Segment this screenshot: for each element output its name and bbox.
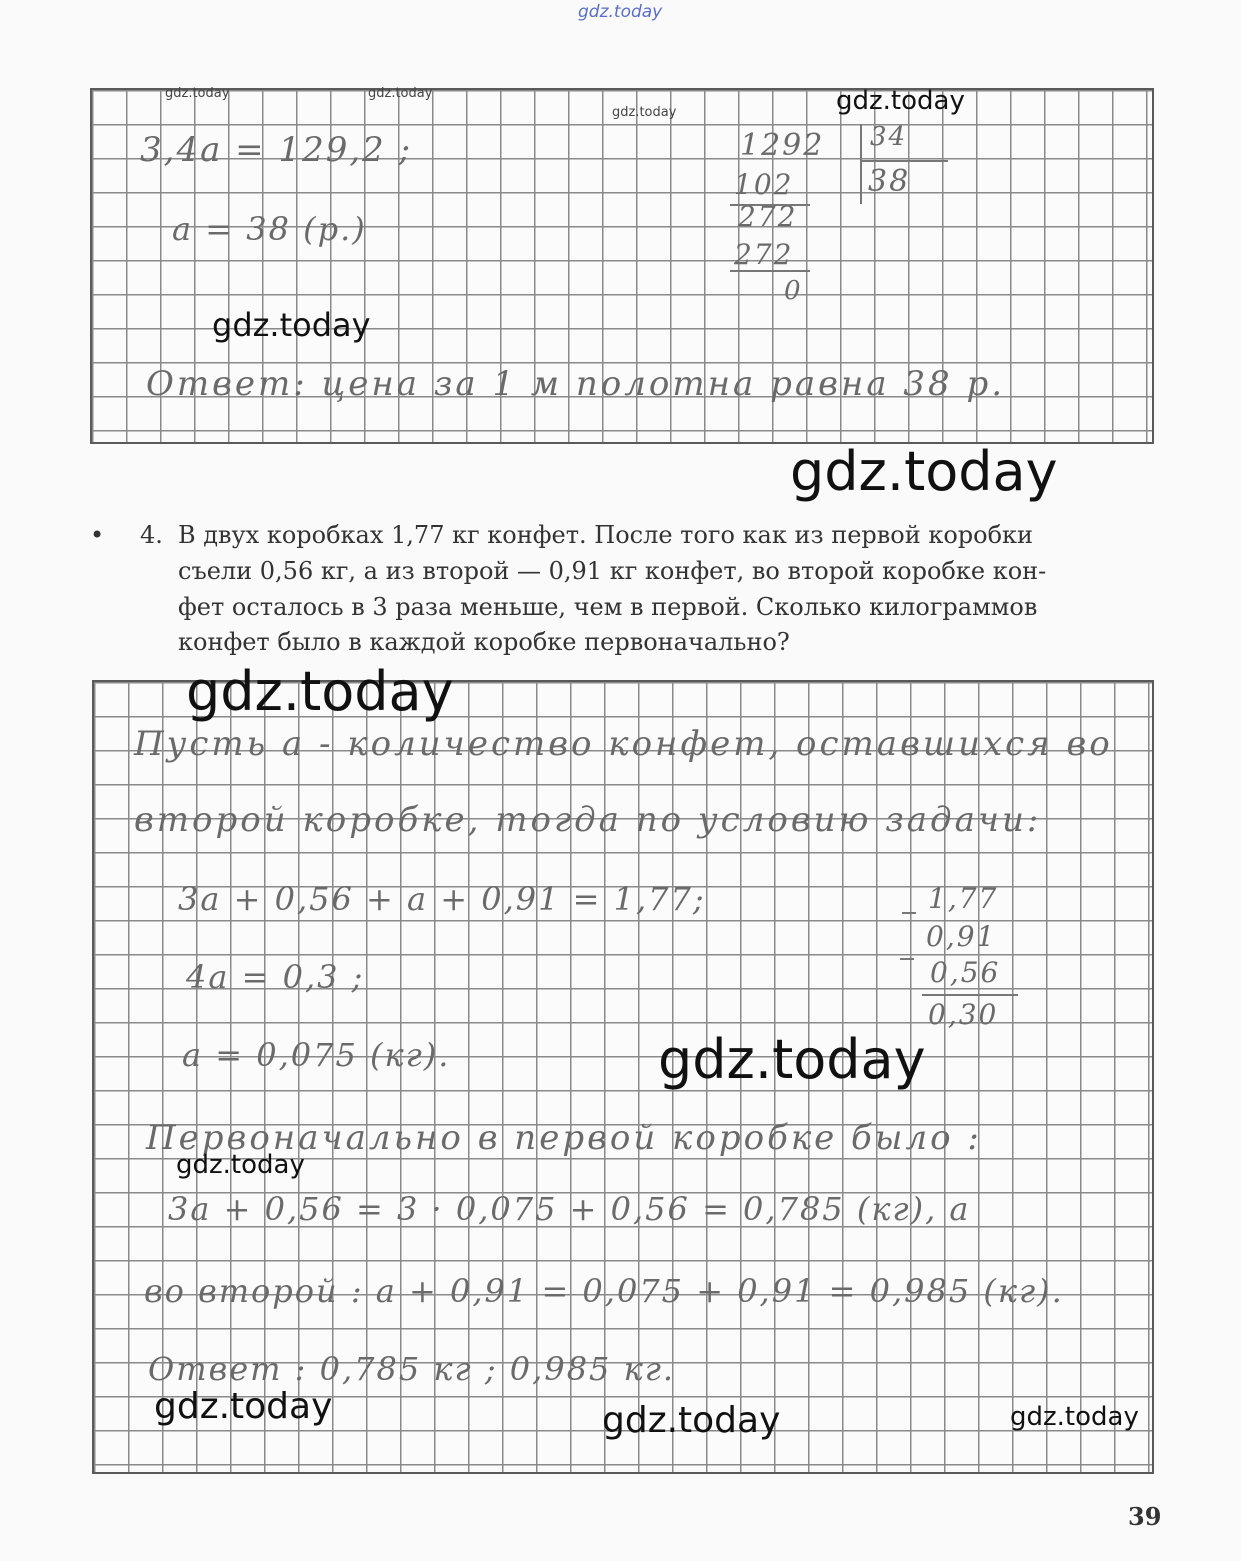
equation-line: a = 0,075 (кг). xyxy=(182,1036,451,1074)
problem-text-line: конфет было в каждой коробке первоначально? xyxy=(178,628,790,656)
division-bar xyxy=(860,124,862,204)
answer-line: Ответ : 0,785 кг ; 0,985 кг. xyxy=(148,1350,676,1388)
watermark: gdz.today xyxy=(602,1400,781,1441)
subtraction-value: 0,91 xyxy=(926,920,997,953)
division-bar xyxy=(860,160,948,162)
problem-text-line: съели 0,56 кг, а из второй — 0,91 кг конфет, во второй коробке кон- xyxy=(178,557,1047,585)
equation-line: 3,4a = 129,2 ; xyxy=(140,130,413,170)
subtraction-value: 0,30 xyxy=(928,998,999,1031)
division-remainder: 0 xyxy=(784,276,803,306)
problem-text-line: В двух коробках 1,77 кг конфет. После того как из первой коробки xyxy=(178,521,1034,549)
division-bar xyxy=(730,270,810,272)
equation-line: 3a + 0,56 + a + 0,91 = 1,77; xyxy=(178,880,706,918)
division-dividend: 1292 xyxy=(740,128,825,163)
subtraction-bar xyxy=(900,958,914,960)
watermark: gdz.today xyxy=(612,105,677,120)
solution-text-line: Пусть a - количество конфет, оставшихся во xyxy=(134,724,1113,764)
watermark: gdz.today xyxy=(658,1028,926,1091)
subtraction-value: 1,77 xyxy=(928,882,999,915)
watermark: gdz.today xyxy=(154,1386,333,1427)
equation-line: 3a + 0,56 = 3 · 0,075 + 0,56 = 0,785 (кг), а xyxy=(168,1190,971,1228)
subtraction-value: 0,56 xyxy=(930,956,1001,989)
watermark: gdz.today xyxy=(165,86,230,101)
watermark: gdz.today xyxy=(836,86,965,116)
equation-line: a = 38 (р.) xyxy=(172,210,367,248)
division-bar xyxy=(730,204,810,206)
subtraction-bar xyxy=(922,994,1018,996)
equation-line: 4a = 0,3 ; xyxy=(186,958,365,996)
division-step: 272 xyxy=(738,200,798,233)
watermark: gdz.today xyxy=(176,1150,305,1180)
subtraction-bar xyxy=(902,912,916,914)
watermark: gdz.today xyxy=(212,306,371,344)
bullet-icon: • xyxy=(90,521,105,549)
division-step: 272 xyxy=(734,238,794,271)
division-step: 102 xyxy=(734,168,794,201)
watermark: gdz.today xyxy=(1010,1402,1139,1432)
solution-text-line: во второй : a + 0,91 = 0,075 + 0,91 = 0,985 (кг). xyxy=(144,1272,1064,1310)
problem-number: 4. xyxy=(140,521,163,549)
solution-text-line: второй коробке, тогда по условию задачи: xyxy=(134,800,1042,840)
watermark: gdz.today xyxy=(578,2,663,22)
answer-line: Ответ: цена за 1 м полотна равна 38 р. xyxy=(146,364,1006,404)
solution-text-line: Первоначально в первой коробке было : xyxy=(146,1118,982,1158)
page-number: 39 xyxy=(1128,1502,1162,1531)
watermark: gdz.today xyxy=(790,440,1058,503)
watermark: gdz.today xyxy=(368,86,433,101)
division-divisor: 34 xyxy=(870,122,908,152)
division-quotient: 38 xyxy=(868,164,911,199)
watermark: gdz.today xyxy=(186,660,454,723)
problem-text-line: фет осталось в 3 раза меньше, чем в первой. Сколько килограммов xyxy=(178,593,1038,621)
